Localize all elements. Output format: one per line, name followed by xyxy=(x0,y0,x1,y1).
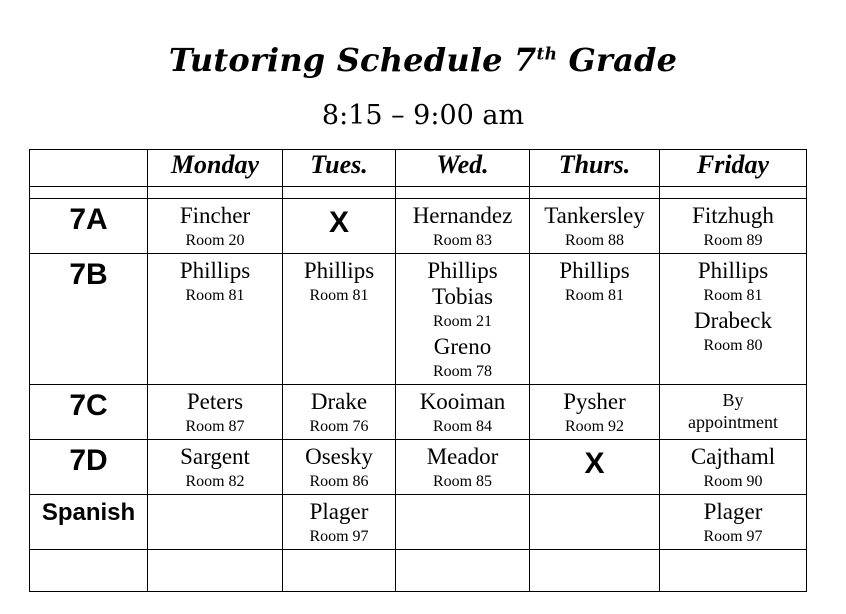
teacher-name: Plager xyxy=(703,499,763,524)
schedule-cell xyxy=(660,440,807,495)
day-header: Monday xyxy=(148,150,283,187)
room-number: Room 88 xyxy=(564,232,625,249)
room-number: Room 21 xyxy=(432,313,493,330)
spacer-cell xyxy=(283,187,396,199)
note-text: appointment xyxy=(688,412,778,432)
schedule-cell xyxy=(148,440,283,495)
teacher-name: Hernandez xyxy=(412,203,513,228)
teacher-name: Fincher xyxy=(179,203,251,228)
row-label: Spanish xyxy=(30,495,148,550)
schedule-cell xyxy=(283,550,396,592)
schedule-cell xyxy=(148,199,283,254)
spacer-cell xyxy=(396,187,530,199)
room-number: Room 81 xyxy=(703,287,763,304)
spacer-cell xyxy=(148,187,283,199)
room-number: Room 97 xyxy=(703,528,763,545)
day-header: Tues. xyxy=(283,150,396,187)
schedule-cell xyxy=(396,440,530,495)
no-session-mark: X xyxy=(328,206,349,239)
header-corner xyxy=(30,150,148,187)
schedule-time: 8:15 – 9:00 am xyxy=(321,100,525,131)
room-number: Room 92 xyxy=(564,418,625,435)
row-label: 7A xyxy=(30,199,148,254)
day-header: Friday xyxy=(660,150,807,187)
schedule-cell xyxy=(530,550,660,592)
schedule-row xyxy=(30,495,807,550)
teacher-name: Phillips xyxy=(559,258,630,283)
schedule-cell xyxy=(148,385,283,440)
schedule-title xyxy=(0,38,846,82)
no-session-mark: X xyxy=(584,447,605,480)
schedule-cell xyxy=(530,440,660,495)
teacher-name: Sargent xyxy=(180,444,250,469)
teacher-name: Phillips xyxy=(179,258,251,283)
schedule-cell xyxy=(283,199,396,254)
teacher-name: Tankersley xyxy=(544,203,645,228)
room-number: Room 86 xyxy=(309,473,369,490)
schedule-cell xyxy=(660,199,807,254)
schedule-table xyxy=(29,149,807,592)
schedule-cell xyxy=(148,495,283,550)
schedule-cell xyxy=(283,440,396,495)
schedule-row xyxy=(30,440,807,495)
teacher-name: Osesky xyxy=(305,444,373,469)
room-number: Room 97 xyxy=(309,528,369,545)
teacher-name: Drake xyxy=(310,389,368,414)
schedule-cell xyxy=(530,385,660,440)
schedule-row xyxy=(30,550,807,592)
header-row xyxy=(30,150,807,187)
room-number: Room 20 xyxy=(185,232,245,249)
room-number: Room 82 xyxy=(185,473,245,490)
room-number: Room 84 xyxy=(432,418,493,435)
schedule-rows xyxy=(30,199,807,592)
schedule-cell xyxy=(530,495,660,550)
day-header: Thurs. xyxy=(530,150,660,187)
teacher-name: Pysher xyxy=(563,389,626,414)
schedule-cell xyxy=(283,385,396,440)
schedule-row xyxy=(30,199,807,254)
schedule-cell xyxy=(660,254,807,385)
teacher-name: Phillips xyxy=(697,258,769,283)
teacher-name: Fitzhugh xyxy=(692,203,774,228)
teacher-name: Peters xyxy=(186,389,244,414)
schedule-cell xyxy=(283,495,396,550)
room-number: Room 89 xyxy=(703,232,763,249)
room-number: Room 81 xyxy=(564,287,625,304)
room-number: Room 87 xyxy=(185,418,245,435)
title-text: Tutoring Schedule 7 xyxy=(168,41,537,79)
teacher-name: Greno xyxy=(433,334,492,359)
teacher-name: Cajthaml xyxy=(690,444,776,469)
row-label: 7B xyxy=(30,254,148,385)
row-label: 7D xyxy=(30,440,148,495)
schedule-cell xyxy=(396,385,530,440)
room-number: Room 81 xyxy=(185,287,245,304)
room-number: Room 83 xyxy=(432,232,493,249)
schedule-cell xyxy=(530,199,660,254)
title-superscript: th xyxy=(536,44,558,65)
room-number: Room 81 xyxy=(309,287,369,304)
schedule-cell xyxy=(283,254,396,385)
row-label xyxy=(30,550,148,592)
schedule-row xyxy=(30,385,807,440)
schedule-row xyxy=(30,254,807,385)
schedule-cell xyxy=(660,495,807,550)
row-label: 7C xyxy=(30,385,148,440)
teacher-name: Plager xyxy=(309,499,369,524)
teacher-name: Drabeck xyxy=(694,308,772,333)
spacer-cell xyxy=(530,187,660,199)
schedule-cell xyxy=(148,254,283,385)
teacher-name: Tobias xyxy=(432,284,493,309)
schedule-cell xyxy=(660,385,807,440)
spacer-row xyxy=(30,187,807,199)
schedule-cell xyxy=(396,495,530,550)
spacer-cell xyxy=(660,187,807,199)
schedule-cell xyxy=(396,550,530,592)
teacher-name: Meador xyxy=(426,444,499,469)
schedule-cell xyxy=(396,254,530,385)
schedule-cell xyxy=(396,199,530,254)
teacher-name: Phillips xyxy=(427,258,498,283)
room-number: Room 85 xyxy=(432,473,493,490)
room-number: Room 78 xyxy=(432,363,493,380)
schedule-cell xyxy=(660,550,807,592)
schedule-cell xyxy=(148,550,283,592)
note-text: By xyxy=(722,390,744,410)
title-suffix: Grade xyxy=(557,41,678,79)
room-number: Room 90 xyxy=(703,473,763,490)
spacer-cell xyxy=(30,187,148,199)
room-number: Room 76 xyxy=(309,418,369,435)
schedule-cell xyxy=(530,254,660,385)
room-number: Room 80 xyxy=(703,337,763,354)
teacher-name: Kooiman xyxy=(419,389,506,414)
teacher-name: Phillips xyxy=(303,258,375,283)
day-header: Wed. xyxy=(396,150,530,187)
